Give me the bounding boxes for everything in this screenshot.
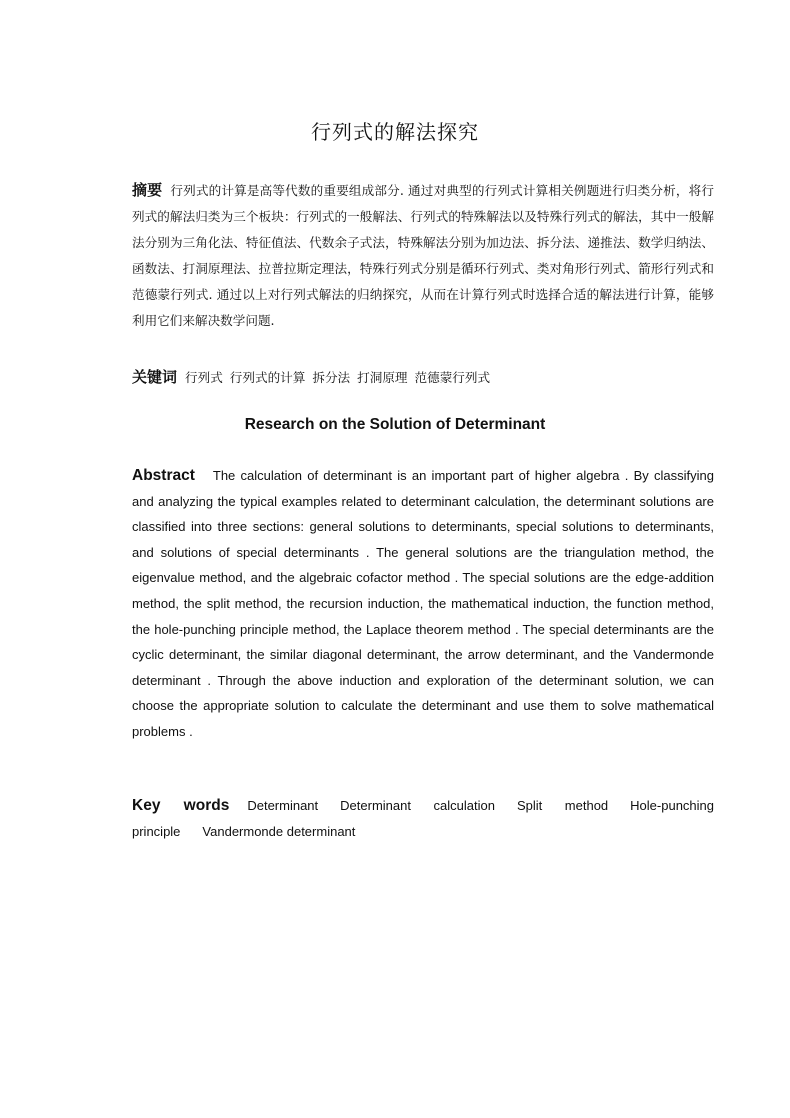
english-keyword: Split method [516, 798, 609, 813]
english-title: Research on the Solution of Determinant [244, 416, 546, 433]
chinese-abstract-label: 摘要 [132, 181, 163, 199]
chinese-keyword: 范德蒙行列式 [414, 370, 491, 385]
english-keyword: Determinant calculation [340, 798, 495, 813]
english-keyword: Hole-punching principle [132, 798, 715, 839]
english-keyword: Vandermonde determinant [202, 823, 356, 839]
english-abstract [132, 463, 714, 745]
chinese-keyword: 打洞原理 [357, 370, 408, 385]
chinese-abstract-text: 行列式的计算是高等代数的重要组成部分. 通过对典型的行列式计算相关例题进行归类分析，将行列式的解法归类为三个板块：行列式的一般解法、行列式的特殊解法以及特殊行列式的解法，其中一般解法分别为三角化法、特征值法、代数余子式法，特殊解法分别为加边法、拆分法、递推法、数学归纳法、函数法、打洞原理法、拉普拉斯定理法，特殊行列式分别是循环行列式、类对角形行列式、箭形行列式和范德蒙行列式. 通过以上对行列式解法的归纳探究，从而在计算行列式时选择合适的解法进行计算，能够利用它们来解决数学问题. [132, 183, 714, 328]
english-keyword: Determinant [247, 798, 319, 813]
chinese-keywords-label: 关键词 [132, 368, 178, 386]
chinese-keyword: 行列式的计算 [229, 370, 306, 385]
chinese-abstract [132, 177, 714, 334]
chinese-keyword: 拆分法 [312, 370, 351, 385]
english-keywords-label: Key words [132, 797, 230, 814]
chinese-keyword: 行列式 [185, 370, 223, 385]
chinese-title: 行列式的解法探究 [311, 120, 479, 144]
chinese-keywords [132, 364, 714, 391]
english-keywords [132, 793, 714, 844]
english-abstract-label: Abstract [132, 467, 195, 484]
english-abstract-text: The calculation of determinant is an important part of higher algebra . By classifying and analyzing the typical examples related to determinant calculation, the determinant solutions are classified into three sections: general solutions to determinants, special solutions to determinants, and solutions of special determinants . The general solutions are the triangulation method, the eigenvalue method, and the algebraic cofactor method . The special solutions are the edge-addition method, the split method, the recursion induction, the mathematical induction, the function method, the hole-punching principle method, the Laplace theorem method . The special determinants are the cyclic determinant, the similar diagonal determinant, the arrow determinant, and the Vandermonde determinant . Through the above induction and exploration of the determinant solution, we can choose the appropriate solution to calculate the determinant and use them to solve mathematical problems . [132, 468, 714, 739]
